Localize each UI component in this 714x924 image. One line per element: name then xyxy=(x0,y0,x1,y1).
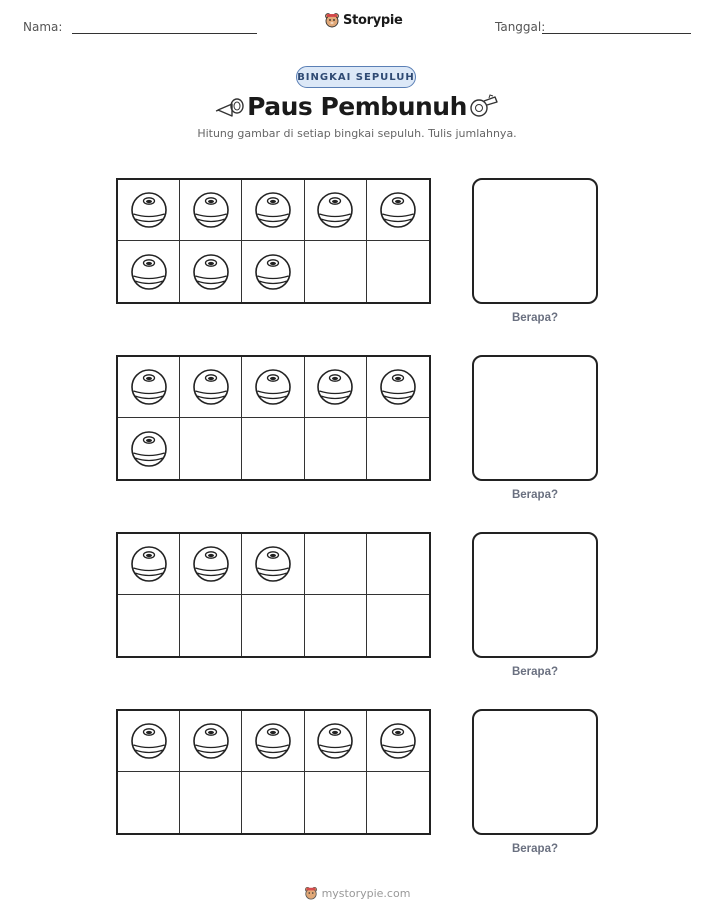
answer-box[interactable] xyxy=(472,355,598,481)
ball-icon xyxy=(192,367,230,407)
frame-cell xyxy=(180,711,242,772)
frame-cell xyxy=(305,534,367,595)
frame-cell xyxy=(305,711,367,772)
answer-box[interactable] xyxy=(472,178,598,304)
frame-cell xyxy=(367,772,429,833)
frame-cell xyxy=(305,357,367,418)
frame-cell xyxy=(305,241,367,302)
frame-cell xyxy=(242,357,304,418)
frame-cell xyxy=(118,241,180,302)
ball-icon xyxy=(130,190,168,230)
ball-icon xyxy=(254,721,292,761)
frame-cell xyxy=(180,418,242,479)
frame-cell xyxy=(118,418,180,479)
frame-cell xyxy=(367,180,429,241)
whistle-icon xyxy=(467,92,499,120)
frame-cell xyxy=(118,711,180,772)
ball-icon xyxy=(130,429,168,469)
ball-icon xyxy=(192,252,230,292)
frame-cell xyxy=(180,357,242,418)
frame-cell xyxy=(242,711,304,772)
frame-cell xyxy=(118,595,180,656)
frame-cell xyxy=(367,241,429,302)
frame-cell xyxy=(242,180,304,241)
name-field[interactable] xyxy=(72,33,257,34)
frame-cell xyxy=(367,595,429,656)
bear-mascot-icon xyxy=(304,886,318,900)
date-field[interactable] xyxy=(542,33,691,34)
name-label: Nama: xyxy=(23,20,63,34)
frame-cell xyxy=(180,595,242,656)
frame-cell xyxy=(367,357,429,418)
ball-icon xyxy=(379,190,417,230)
date-label: Tanggal: xyxy=(495,20,546,34)
answer-label: Berapa? xyxy=(511,666,559,678)
worksheet-title: Paus Pembunuh xyxy=(247,92,467,121)
ball-icon xyxy=(254,190,292,230)
answer-box[interactable] xyxy=(472,532,598,658)
ball-icon xyxy=(379,721,417,761)
frame-cell xyxy=(118,772,180,833)
frame-cell xyxy=(305,418,367,479)
frame-cell xyxy=(242,241,304,302)
ball-icon xyxy=(316,367,354,407)
frame-cell xyxy=(305,180,367,241)
frame-cell xyxy=(242,534,304,595)
frame-cell xyxy=(242,595,304,656)
ten-frame xyxy=(116,355,431,481)
answer-label: Berapa? xyxy=(511,312,559,324)
frame-cell xyxy=(367,534,429,595)
bear-mascot-icon xyxy=(324,12,340,28)
frame-cell xyxy=(242,418,304,479)
ball-icon xyxy=(130,544,168,584)
ball-icon xyxy=(254,367,292,407)
frame-cell xyxy=(118,180,180,241)
answer-box[interactable] xyxy=(472,709,598,835)
frame-cell xyxy=(367,418,429,479)
ball-icon xyxy=(379,367,417,407)
ball-icon xyxy=(254,544,292,584)
ball-icon xyxy=(192,190,230,230)
ball-icon xyxy=(130,252,168,292)
ball-icon xyxy=(192,544,230,584)
frame-cell xyxy=(305,772,367,833)
worksheet-type-badge: BINGKAI SEPULUH xyxy=(296,66,416,88)
ten-frame xyxy=(116,178,431,304)
instructions: Hitung gambar di setiap bingkai sepuluh. Tulis jumlahnya. xyxy=(197,127,517,140)
frame-cell xyxy=(180,241,242,302)
frame-cell xyxy=(180,180,242,241)
ten-frame xyxy=(116,709,431,835)
brand-logo xyxy=(324,12,403,28)
frame-cell xyxy=(118,534,180,595)
frame-cell xyxy=(367,711,429,772)
ball-icon xyxy=(316,190,354,230)
brand-name: Storypie xyxy=(343,12,403,28)
answer-label: Berapa? xyxy=(511,489,559,501)
ball-icon xyxy=(130,721,168,761)
ball-icon xyxy=(254,252,292,292)
ball-icon xyxy=(130,367,168,407)
frame-cell xyxy=(180,534,242,595)
ball-icon xyxy=(192,721,230,761)
frame-cell xyxy=(180,772,242,833)
frame-cell xyxy=(242,772,304,833)
ten-frame xyxy=(116,532,431,658)
frame-cell xyxy=(118,357,180,418)
frame-cell xyxy=(305,595,367,656)
footer-url: mystorypie.com xyxy=(321,886,411,900)
ball-icon xyxy=(316,721,354,761)
answer-label: Berapa? xyxy=(511,843,559,855)
footer xyxy=(0,886,714,900)
